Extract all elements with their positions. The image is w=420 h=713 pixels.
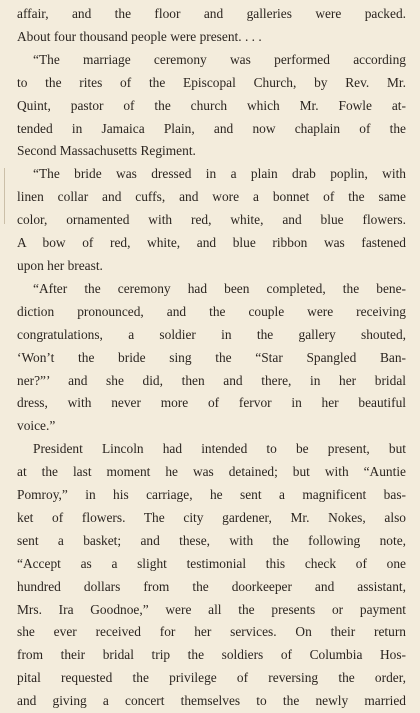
text-line: Mrs. Ira Goodnoe,” were all the presents or payment [17, 601, 406, 617]
text-line: congratulations, a soldier in the gallery shouted, [17, 326, 406, 342]
paragraph [17, 49, 406, 164]
text-line: to the rites of the Episcopal Church, by Rev. Mr. [17, 74, 406, 90]
text-line: ner?”’ and she did, then and there, in her bridal [17, 372, 406, 388]
text-line: “The marriage ceremony was performed according [33, 51, 406, 67]
text-line: “After the ceremony had been completed, the bene- [33, 280, 406, 296]
paragraph [17, 278, 406, 438]
text-line: voice.” [17, 418, 56, 434]
text-line: from their bridal trip the soldiers of Columbia Hos- [17, 647, 406, 663]
text-line: hundred dollars from the doorkeeper and assistant, [17, 578, 406, 594]
text-line: A bow of red, white, and blue ribbon was fastened [17, 235, 406, 251]
text-line: Second Massachusetts Regiment. [17, 143, 196, 159]
text-line: diction pronounced, and the couple were receiving [17, 303, 406, 319]
text-line: affair, and the floor and galleries were packed. [17, 6, 406, 21]
text-line: ‘Won’t the bride sing the “Star Spangled Ban- [17, 349, 406, 365]
text-line: she ever received for her services. On their return [17, 624, 406, 640]
text-line: About four thousand people were present. . . . [17, 28, 262, 44]
paragraph [17, 163, 406, 278]
text-line: dress, with never more of fervor in her beautiful [17, 395, 406, 411]
text-line: linen collar and cuffs, and wore a bonnet of the same [17, 189, 406, 205]
page-text [17, 3, 406, 713]
text-line: pital requested the privilege of reversing the order, [17, 670, 406, 686]
text-line: tended in Jamaica Plain, and now chaplain of the [17, 120, 406, 136]
paragraph [17, 438, 406, 713]
text-line: President Lincoln had intended to be present, but [33, 441, 406, 457]
text-line: and giving a concert themselves to the newly married [17, 693, 406, 709]
text-line: at the last moment he was detained; but with “Auntie [17, 464, 406, 480]
text-line: ket of flowers. The city gardener, Mr. Nokes, also [17, 509, 406, 525]
text-line: sent a basket; and these, with the following note, [17, 532, 406, 548]
text-line: Quint, pastor of the church which Mr. Fowle at- [17, 97, 406, 113]
text-line: Pomroy,” in his carriage, he sent a magnificent bas- [17, 487, 406, 503]
paragraph [17, 3, 406, 49]
text-line: color, ornamented with red, white, and blue flowers. [17, 212, 406, 228]
text-line: upon her breast. [17, 257, 103, 273]
text-line: “Accept as a slight testimonial this check of one [17, 555, 406, 571]
text-line: “The bride was dressed in a plain drab poplin, with [33, 166, 406, 182]
margin-pencil-mark [4, 168, 5, 224]
